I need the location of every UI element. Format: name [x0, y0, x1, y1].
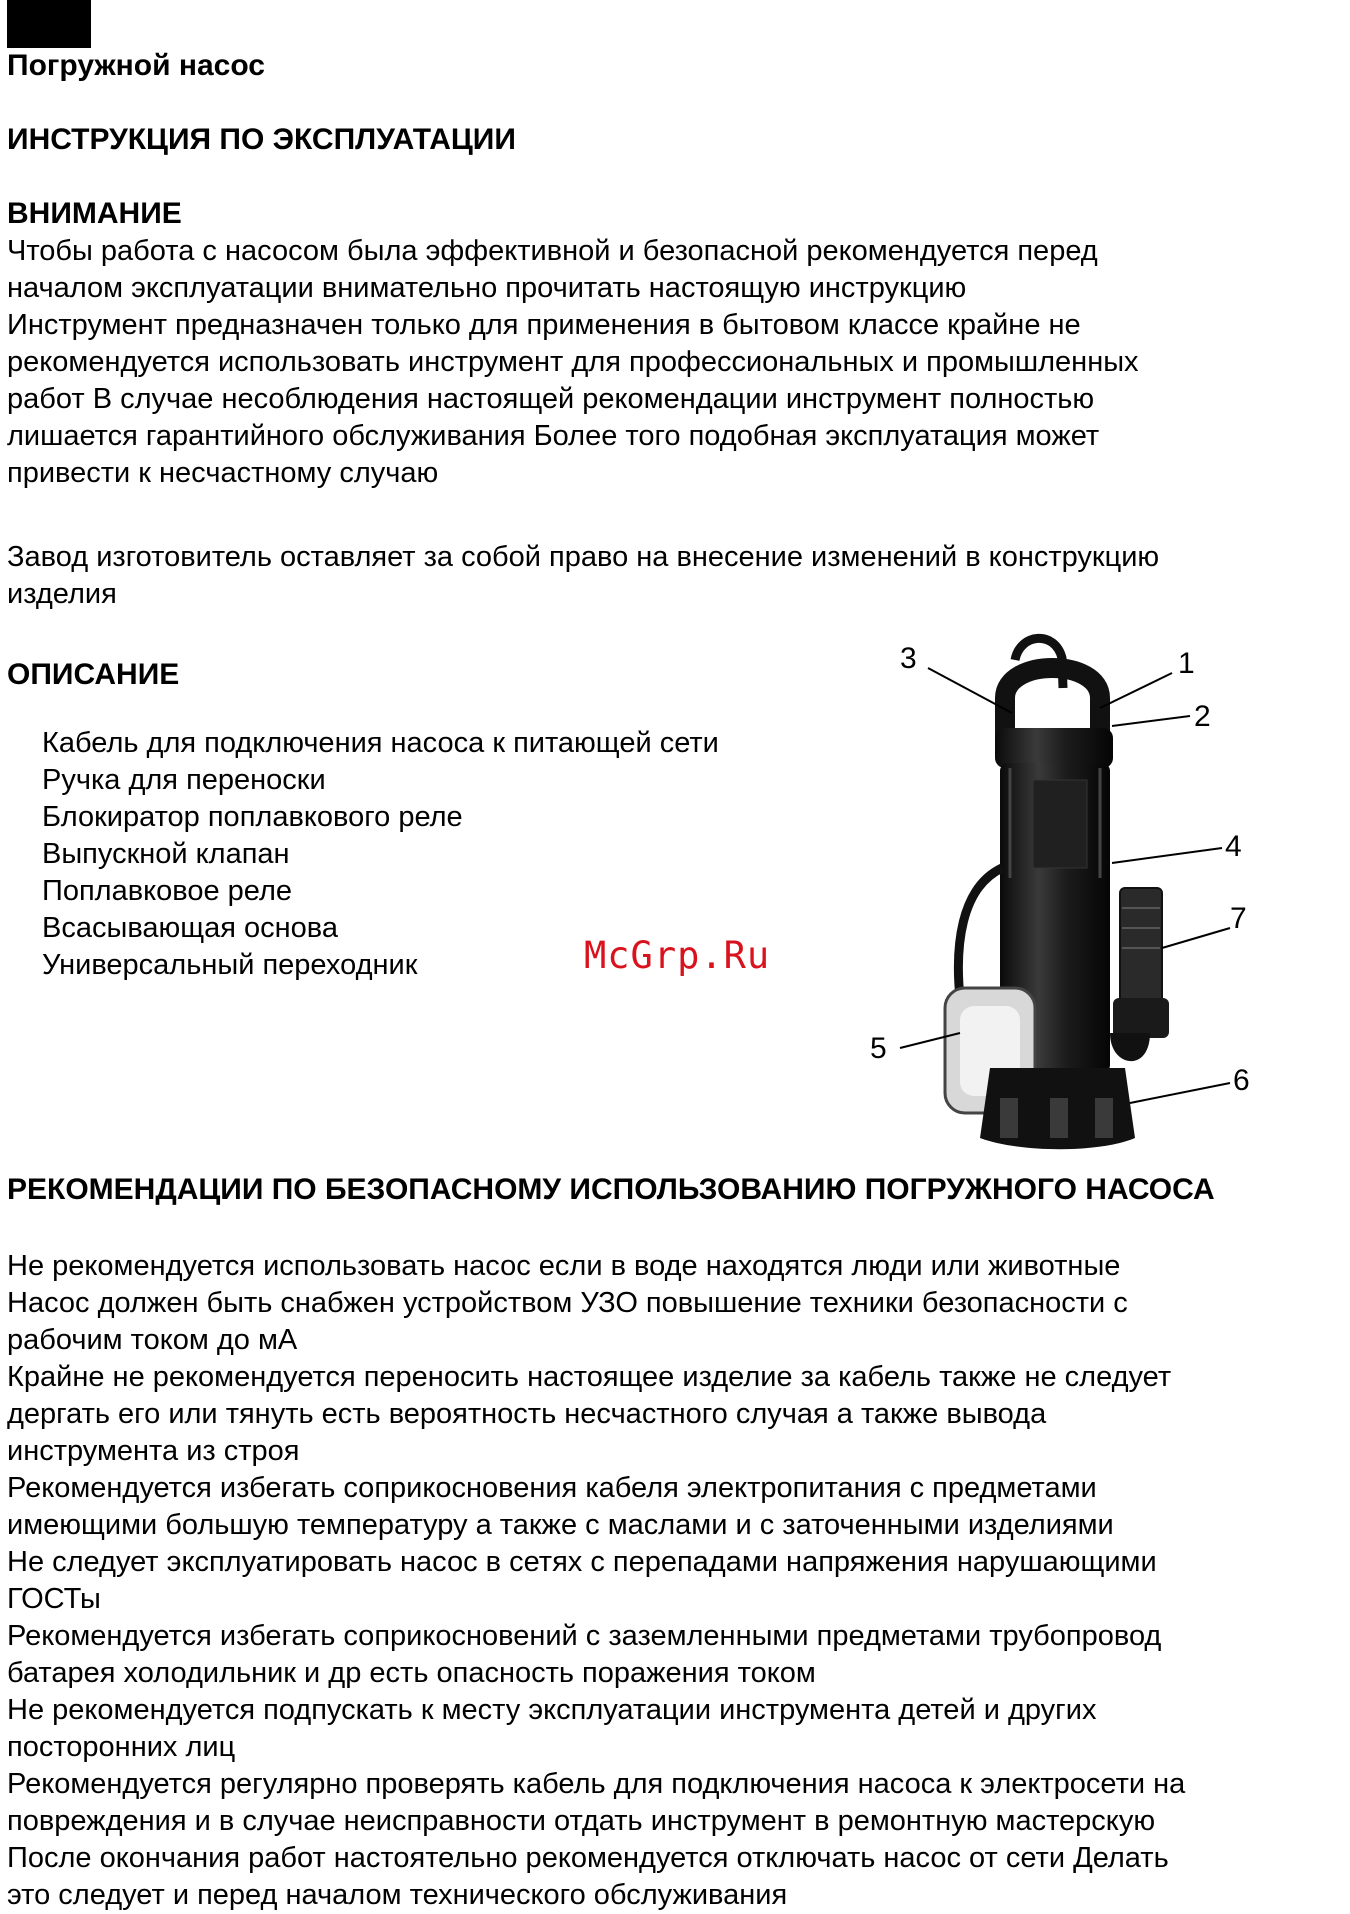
safety-heading: РЕКОМЕНДАЦИИ ПО БЕЗОПАСНОМУ ИСПОЛЬЗОВАНИЮ ПОГРУЖНОГО НАСОСА	[7, 1173, 1215, 1206]
manual-heading: ИНСТРУКЦИЯ ПО ЭКСПЛУАТАЦИИ	[7, 123, 516, 156]
part-item: Универсальный переходник	[42, 949, 418, 981]
warning-line: рекомендуется использовать инструмент для профессиональных и промышленных	[7, 346, 1139, 378]
warning-line: работ В случае несоблюдения настоящей рекомендации инструмент полностью	[7, 383, 1095, 415]
safety-line: повреждения и в случае неисправности отдать инструмент в ремонтную мастерскую	[7, 1805, 1156, 1837]
safety-line: дергать его или тянуть есть вероятность несчастного случая а также вывода	[7, 1398, 1047, 1430]
leader-7	[1162, 928, 1230, 948]
leader-6	[1130, 1083, 1230, 1103]
safety-line: это следует и перед началом технического обслуживания	[7, 1879, 788, 1911]
watermark: McGrp.Ru	[584, 934, 771, 977]
safety-line: рабочим током до мА	[7, 1324, 298, 1356]
note-line: изделия	[7, 578, 117, 610]
part-item: Всасывающая основа	[42, 912, 339, 944]
pump-figure	[850, 628, 1250, 1153]
safety-line: имеющими большую температуру а также с маслами и с заточенными изделиями	[7, 1509, 1114, 1541]
top-cap-shape	[995, 728, 1113, 768]
part-item: Поплавковое реле	[42, 875, 293, 907]
safety-line: Не рекомендуется использовать насос если в воде находятся люди или животные	[7, 1250, 1121, 1282]
label-plate-shape	[1033, 780, 1087, 868]
warning-line: Чтобы работа с насосом была эффективной и безопасной рекомендуется перед	[7, 235, 1098, 267]
callout-7: 7	[1230, 902, 1247, 935]
note-line: Завод изготовитель оставляет за собой право на внесение изменений в конструкцию	[7, 541, 1160, 573]
safety-line: Крайне не рекомендуется переносить настоящее изделие за кабель также не следует	[7, 1361, 1172, 1393]
callout-6: 6	[1233, 1064, 1250, 1097]
callout-2: 2	[1194, 700, 1211, 733]
safety-line: Рекомендуется избегать соприкосновения кабеля электропитания с предметами	[7, 1472, 1097, 1504]
leader-2	[1112, 716, 1190, 726]
page-title: Погружной насос	[7, 49, 265, 82]
warning-line: началом эксплуатации внимательно прочитать настоящую инструкцию	[7, 272, 967, 304]
warning-line: лишается гарантийного обслуживания Более того подобная эксплуатация может	[7, 420, 1100, 452]
safety-line: посторонних лиц	[7, 1731, 236, 1763]
warning-line: Инструмент предназначен только для применения в бытовом классе крайне не	[7, 309, 1081, 341]
base-slot-shape	[1000, 1098, 1018, 1138]
safety-line: Рекомендуется регулярно проверять кабель для подключения насоса к электросети на	[7, 1768, 1186, 1800]
warning-paragraph	[7, 233, 1139, 492]
safety-line: Не следует эксплуатировать насос в сетях с перепадами напряжения нарушающими	[7, 1546, 1157, 1578]
callout-5: 5	[870, 1032, 887, 1065]
warning-line: привести к несчастному случаю	[7, 457, 439, 489]
safety-line: инструмента из строя	[7, 1435, 300, 1467]
callout-1: 1	[1178, 647, 1195, 680]
description-heading: ОПИСАНИЕ	[7, 658, 180, 691]
safety-line: ГОСТы	[7, 1583, 101, 1615]
part-item: Кабель для подключения насоса к питающей сети	[42, 727, 719, 759]
safety-line: Рекомендуется избегать соприкосновений с заземленными предметами трубопровод	[7, 1620, 1162, 1652]
part-item: Ручка для переноски	[42, 764, 326, 796]
safety-paragraph	[7, 1248, 1185, 1914]
safety-line: Насос должен быть снабжен устройством УЗО повышение техники безопасности с	[7, 1287, 1128, 1319]
header-black-box	[7, 0, 91, 48]
warning-heading: ВНИМАНИЕ	[7, 197, 182, 230]
manufacturer-note	[7, 539, 1159, 613]
float-cable-shape	[958, 868, 1002, 998]
outlet-elbow-shape	[1110, 1033, 1150, 1061]
base-slot-shape	[1050, 1098, 1068, 1138]
leader-1	[1100, 673, 1172, 708]
leader-4	[1112, 848, 1222, 863]
callout-3: 3	[900, 642, 917, 675]
callout-4: 4	[1225, 830, 1242, 863]
outlet-nut-shape	[1113, 998, 1169, 1038]
base-slot-shape	[1095, 1098, 1113, 1138]
safety-line: батарея холодильник и др есть опасность поражения током	[7, 1657, 816, 1689]
part-item: Выпускной клапан	[42, 838, 290, 870]
safety-line: После окончания работ настоятельно рекомендуется отключать насос от сети Делать	[7, 1842, 1169, 1874]
part-item: Блокиратор поплавкового реле	[42, 801, 463, 833]
safety-line: Не рекомендуется подпускать к месту эксплуатации инструмента детей и других	[7, 1694, 1097, 1726]
